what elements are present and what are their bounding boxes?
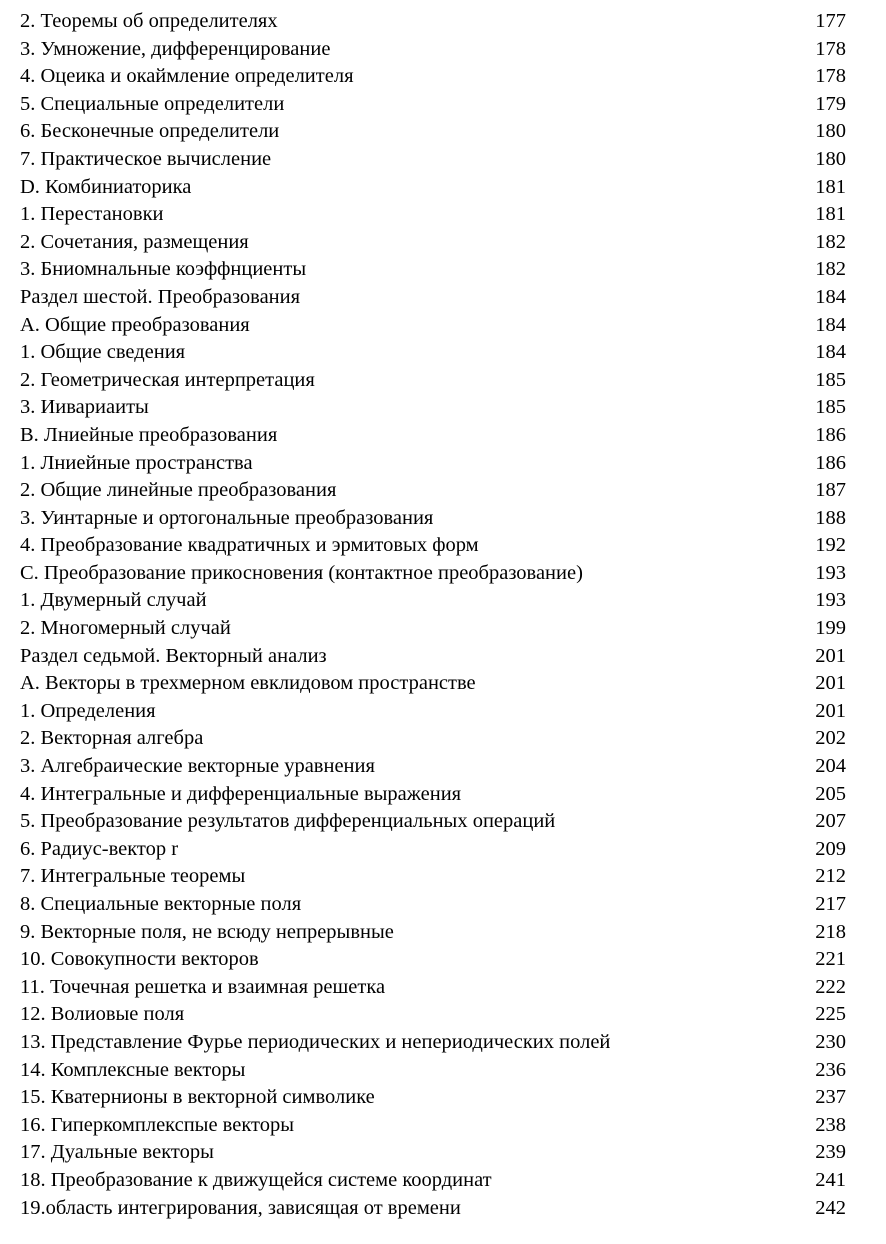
toc-entry-title: 5. Специальные определители xyxy=(20,92,285,115)
toc-entry xyxy=(20,256,846,284)
toc-entry-page-number: 217 xyxy=(815,893,846,915)
toc-entry xyxy=(20,643,846,671)
toc-entry-title: 3. Бниомнальные коэффнциенты xyxy=(20,258,307,281)
toc-entry-page-number: 180 xyxy=(815,147,846,170)
toc-entry-page-number: 239 xyxy=(815,1141,846,1164)
toc-entry-title: А. Общие преобразования xyxy=(20,313,250,336)
toc-entry-title: 3. Иивариаиты xyxy=(20,396,149,419)
toc-entry xyxy=(20,505,846,533)
toc-entry xyxy=(20,367,846,395)
toc-entry-title: 15. Кватернионы в векторной символике xyxy=(20,1086,375,1109)
toc-entry-title: D. Комбиниаторика xyxy=(20,175,192,198)
toc-entry-title: 14. Комплексные векторы xyxy=(20,1058,246,1081)
toc-entry-page-number: 193 xyxy=(815,589,846,612)
toc-entry xyxy=(20,63,846,91)
toc-entry xyxy=(20,118,846,146)
toc-entry-page-number: 237 xyxy=(815,1086,846,1109)
toc-entry-page-number: 193 xyxy=(815,561,846,584)
toc-entry xyxy=(20,919,846,947)
toc-entry-page-number: 178 xyxy=(815,37,846,60)
toc-entry xyxy=(20,560,846,588)
toc-entry-title: 17. Дуальные векторы xyxy=(20,1141,214,1164)
toc-entry xyxy=(20,312,846,340)
toc-entry-page-number: 187 xyxy=(815,479,846,502)
toc-entry xyxy=(20,781,846,809)
toc-entry-page-number: 181 xyxy=(815,203,846,226)
toc-entry-title: 8. Специальные векторные поля xyxy=(20,893,302,915)
toc-entry-page-number: 180 xyxy=(815,120,846,143)
toc-entry-title: В. Лниейные преобразования xyxy=(20,423,278,446)
toc-entry-page-number: 236 xyxy=(815,1058,846,1081)
toc-entry xyxy=(20,450,846,478)
toc-entry-page-number: 186 xyxy=(815,451,846,474)
toc-entry xyxy=(20,1167,846,1195)
toc-entry-page-number: 209 xyxy=(815,837,846,860)
toc-entry-title: 7. Интегральные теоремы xyxy=(20,865,246,888)
toc-entry xyxy=(20,836,846,864)
toc-entry-page-number: 222 xyxy=(815,975,846,998)
toc-entry xyxy=(20,974,846,1002)
toc-entry-page-number: 199 xyxy=(815,617,846,640)
toc-entry-title: 13. Представление Фурье периодических и непериодических полей xyxy=(20,1030,611,1053)
toc-entry-title: 1. Лниейные пространства xyxy=(20,451,253,474)
toc-entry-page-number: 185 xyxy=(815,368,846,391)
toc-entry-page-number: 201 xyxy=(815,699,846,722)
toc-entry-title: 3. Алгебраические векторные уравнения xyxy=(20,755,375,778)
toc-entry xyxy=(20,725,846,753)
toc-entry-title: 2. Теоремы об определителях xyxy=(20,10,278,32)
toc-entry-title: 2. Геометрическая интерпретация xyxy=(20,368,315,391)
toc-entry-page-number: 192 xyxy=(815,534,846,557)
toc-entry xyxy=(20,698,846,726)
toc-entry xyxy=(20,174,846,202)
toc-entry-page-number: 202 xyxy=(815,727,846,750)
toc-entry xyxy=(20,229,846,257)
toc-entry-title: 11. Точечная решетка и взаимная решетка xyxy=(20,975,386,998)
toc-entry xyxy=(20,1195,846,1223)
toc-entry-page-number: 181 xyxy=(815,175,846,198)
toc-entry xyxy=(20,146,846,174)
toc-entry-title: 12. Волиовые поля xyxy=(20,1003,185,1026)
toc-entry xyxy=(20,1057,846,1085)
toc-entry-page-number: 205 xyxy=(815,782,846,805)
toc-entry xyxy=(20,422,846,450)
toc-entry-page-number: 179 xyxy=(815,92,846,115)
toc-entry-page-number: 238 xyxy=(815,1113,846,1136)
toc-entry-page-number: 184 xyxy=(815,313,846,336)
toc-entry xyxy=(20,891,846,919)
toc-entry xyxy=(20,587,846,615)
toc-entry xyxy=(20,753,846,781)
toc-entry xyxy=(20,1029,846,1057)
toc-entry xyxy=(20,946,846,974)
toc-entry-page-number: 184 xyxy=(815,341,846,364)
toc-entry-title: 2. Общие линейные преобразования xyxy=(20,479,337,502)
toc-entry-page-number: 201 xyxy=(815,672,846,695)
toc-entry-page-number: 178 xyxy=(815,65,846,88)
toc-entry-title: 3. Уинтарные и ортогональные преобразования xyxy=(20,506,434,529)
toc-entry-title: 9. Векторные поля, не всюду непрерывные xyxy=(20,920,394,943)
toc-entry-page-number: 204 xyxy=(815,755,846,778)
toc-entry-title: Раздел седьмой. Векторный анализ xyxy=(20,644,327,667)
toc-entry xyxy=(20,36,846,64)
toc-entry-title: 2. Сочетания, размещения xyxy=(20,230,249,253)
toc-entry-page-number: 230 xyxy=(815,1030,846,1053)
toc-entry-title: 7. Практическое вычисление xyxy=(20,147,272,170)
toc-entry-page-number: 184 xyxy=(815,285,846,308)
toc-entry xyxy=(20,532,846,560)
toc-entry-page-number: 218 xyxy=(815,920,846,943)
toc-entry-title: 1. Двумерный случай xyxy=(20,589,207,612)
toc-entry-page-number: 186 xyxy=(815,423,846,446)
toc-entry-title: Раздел шестой. Преобразования xyxy=(20,285,301,308)
toc-entry-title: С. Преобразование прикосновения (контактное преобразование) xyxy=(20,561,583,584)
toc-entry-title: 2. Векторная алгебра xyxy=(20,727,204,750)
toc-entry xyxy=(20,394,846,422)
toc-entry-title: 4. Интегральные и дифференциальные выражения xyxy=(20,782,462,805)
toc-entry xyxy=(20,615,846,643)
toc-entry xyxy=(20,863,846,891)
toc-entry-title: 5. Преобразование результатов дифференциальных операций xyxy=(20,810,556,833)
toc-entry-title: 2. Многомерный случай xyxy=(20,617,231,640)
toc-entry-title: 1. Определения xyxy=(20,699,156,722)
toc-entry-title: 6. Бесконечные определители xyxy=(20,120,280,143)
toc-entry-page-number: 221 xyxy=(815,948,846,971)
toc-entry-page-number: 212 xyxy=(815,865,846,888)
toc-entry-title: 16. Гиперкомплекспые векторы xyxy=(20,1113,294,1136)
toc-entry xyxy=(20,808,846,836)
toc-entry xyxy=(20,1139,846,1167)
toc-entry-title: 10. Совокупности векторов xyxy=(20,948,259,971)
toc-entry-title: 6. Радиус-вектор r xyxy=(20,837,179,860)
toc-entry-title: 3. Умножение, дифференцирование xyxy=(20,37,331,60)
toc-entry-title: 4. Оцеика и окаймление определителя xyxy=(20,65,354,88)
toc-entry xyxy=(20,1001,846,1029)
toc-entry xyxy=(20,339,846,367)
toc-entry xyxy=(20,477,846,505)
toc-entry-page-number: 242 xyxy=(815,1196,846,1219)
toc-entry-page-number: 207 xyxy=(815,810,846,833)
toc-entry xyxy=(20,670,846,698)
toc-entry-title: 1. Общие сведения xyxy=(20,341,186,364)
toc-entry-page-number: 225 xyxy=(815,1003,846,1026)
toc-entry xyxy=(20,8,846,36)
toc-entry-title: А. Векторы в трехмерном евклидовом пространстве xyxy=(20,672,476,695)
toc-entry-title: 1. Перестановки xyxy=(20,203,164,226)
toc-entry xyxy=(20,1112,846,1140)
table-of-contents xyxy=(20,8,846,1222)
toc-entry xyxy=(20,1084,846,1112)
toc-entry-title: 4. Преобразование квадратичных и эрмитовых форм xyxy=(20,534,479,557)
toc-entry-page-number: 188 xyxy=(815,506,846,529)
toc-entry xyxy=(20,91,846,119)
toc-entry-title: 19.область интегрирования, зависящая от времени xyxy=(20,1196,461,1219)
toc-entry-page-number: 182 xyxy=(815,230,846,253)
toc-entry xyxy=(20,201,846,229)
toc-entry-page-number: 185 xyxy=(815,396,846,419)
toc-entry-page-number: 201 xyxy=(815,644,846,667)
toc-entry xyxy=(20,284,846,312)
toc-entry-page-number: 182 xyxy=(815,258,846,281)
toc-entry-title: 18. Преобразование к движущейся системе координат xyxy=(20,1168,492,1191)
toc-entry-page-number: 177 xyxy=(815,10,846,32)
toc-entry-page-number: 241 xyxy=(815,1168,846,1191)
